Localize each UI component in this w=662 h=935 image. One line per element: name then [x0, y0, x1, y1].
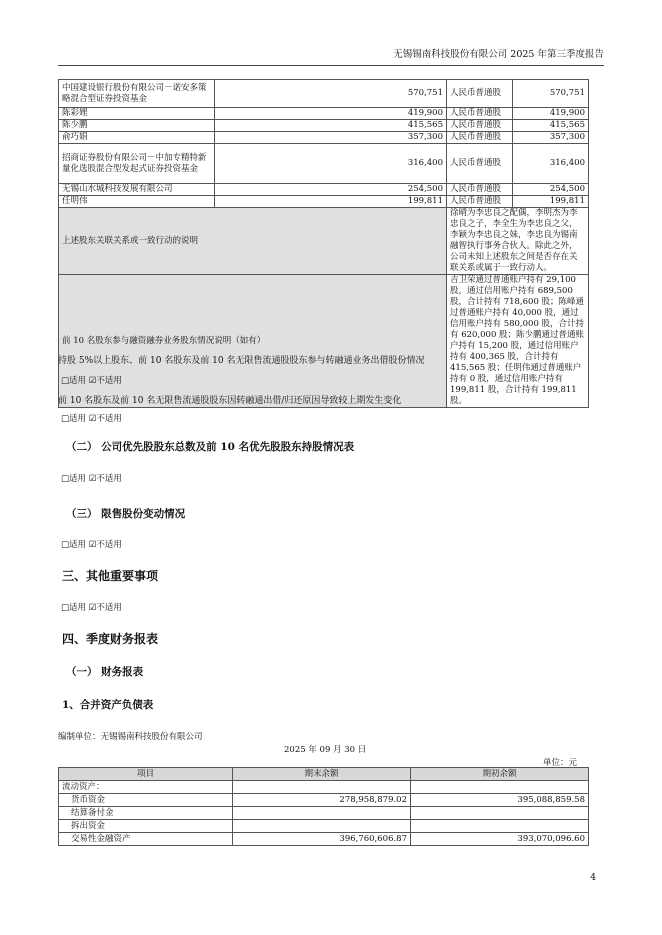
begin-balance	[411, 781, 589, 794]
margin-trading-text: 吉卫荣通过普通账户持有 29,100 股，通过信用账户持有 689,500 股，合计持有 718,600 股；陈峰通过普通账户持有 40,000 股，通过信用账户持有 580,000 股，合计持有 620,000 股；陈少鹏通过普通账户持有 15,200 股，通过信用账户持有 400,365 股，合计持有 415,565 股；任明伟通过普通账户持有 0 股，通过信用账户持有 199,811 股，合计持有 199,811 股。	[447, 275, 589, 408]
line-item: 结算备付金	[59, 807, 233, 820]
line-item: 拆出资金	[59, 820, 233, 833]
shares-held: 415,565	[215, 120, 447, 132]
margin-trading-row	[59, 275, 589, 408]
share-type: 人民币普通股	[447, 80, 513, 108]
shares-held: 570,751	[215, 80, 447, 108]
share-quantity: 570,751	[513, 80, 589, 108]
lending-checkbox-status: □适用 ☑不适用	[61, 376, 122, 386]
balance-sheet-table	[58, 767, 589, 846]
shares-held: 357,300	[215, 132, 447, 144]
shareholder-name: 俞巧娟	[59, 132, 215, 144]
table-row	[59, 781, 589, 794]
related-parties-row	[59, 208, 589, 275]
table-row	[59, 184, 589, 196]
compiler: 编制单位：无锡锡南科技股份有限公司	[58, 732, 203, 742]
other-matters-heading: 三、其他重要事项	[62, 569, 159, 583]
shares-held: 254,500	[215, 184, 447, 196]
end-balance	[233, 820, 411, 833]
change-checkbox-status: □适用 ☑不适用	[61, 414, 122, 424]
share-quantity: 254,500	[513, 184, 589, 196]
related-parties-text: 徐晴为李忠良之配偶，李明杰为李忠良之子，李全生为李忠良之父，李颖为李忠良之妹，李忠良为锡南融智执行事务合伙人。除此之外，公司未知上述股东之间是否存在关联关系或属于一致行动人。	[447, 208, 589, 275]
table-row	[59, 794, 589, 807]
share-quantity: 415,565	[513, 120, 589, 132]
shareholder-name: 无锡山水城科技发展有限公司	[59, 184, 215, 196]
end-balance: 396,760,606.87	[233, 833, 411, 846]
table-row	[59, 144, 589, 184]
share-type: 人民币普通股	[447, 120, 513, 132]
share-quantity: 357,300	[513, 132, 589, 144]
table-row	[59, 120, 589, 132]
change-title: 前 10 名股东及前 10 名无限售流通股股东因转融通出借/归还原因导致较上期发生变化	[58, 396, 402, 406]
shareholder-name: 招商证券股份有限公司－中加专精特新量化选股混合型发起式证券投资基金	[59, 144, 215, 184]
header-item: 项目	[59, 768, 233, 781]
share-quantity: 316,400	[513, 144, 589, 184]
table-row	[59, 807, 589, 820]
related-parties-label: 上述股东关联关系或一致行动的说明	[59, 208, 447, 275]
header-begin-balance: 期初余额	[411, 768, 589, 781]
table-row	[59, 108, 589, 120]
header-end-balance: 期末余额	[233, 768, 411, 781]
share-type: 人民币普通股	[447, 144, 513, 184]
restricted-shares-heading: （三） 限售股份变动情况	[66, 508, 186, 520]
report-header	[58, 48, 604, 66]
margin-trading-label: 前 10 名股东参与融资融券业务股东情况说明（如有）	[59, 275, 447, 408]
page-number: 4	[590, 873, 596, 883]
balance-sheet-heading: 1、合并资产负债表	[62, 699, 154, 711]
end-balance: 278,958,879.02	[233, 794, 411, 807]
share-type: 人民币普通股	[447, 196, 513, 208]
table-row	[59, 132, 589, 144]
table-row	[59, 80, 589, 108]
preferred-shares-checkbox-status: □适用 ☑不适用	[61, 474, 122, 484]
table-row	[59, 833, 589, 846]
shares-held: 199,811	[215, 196, 447, 208]
end-balance	[233, 781, 411, 794]
share-quantity: 419,900	[513, 108, 589, 120]
other-matters-checkbox-status: □适用 ☑不适用	[61, 603, 122, 613]
end-balance	[233, 807, 411, 820]
share-type: 人民币普通股	[447, 132, 513, 144]
table-header-row	[59, 768, 589, 781]
currency-unit: 单位：元	[543, 758, 578, 768]
shares-held: 419,900	[215, 108, 447, 120]
table-row	[59, 820, 589, 833]
shareholder-name: 陈少鹏	[59, 120, 215, 132]
report-title: 无锡锡南科技股份有限公司 2025 年第三季度报告	[393, 49, 604, 60]
shareholder-name: 任明伟	[59, 196, 215, 208]
share-type: 人民币普通股	[447, 108, 513, 120]
share-type: 人民币普通股	[447, 184, 513, 196]
begin-balance: 393,070,096.60	[411, 833, 589, 846]
financial-statements-subheading: （一） 财务报表	[66, 666, 144, 678]
begin-balance	[411, 807, 589, 820]
report-date: 2025 年 09 月 30 日	[284, 745, 367, 755]
restricted-shares-checkbox-status: □适用 ☑不适用	[61, 540, 122, 550]
line-item: 交易性金融资产	[59, 833, 233, 846]
shareholder-name: 陈彩娌	[59, 108, 215, 120]
share-quantity: 199,811	[513, 196, 589, 208]
begin-balance	[411, 820, 589, 833]
line-item: 货币资金	[59, 794, 233, 807]
line-item: 流动资产：	[59, 781, 233, 794]
preferred-shares-heading: （二） 公司优先股股东总数及前 10 名优先股股东持股情况表	[66, 441, 355, 453]
begin-balance: 395,088,859.58	[411, 794, 589, 807]
shares-held: 316,400	[215, 144, 447, 184]
lending-title: 持股 5%以上股东、前 10 名股东及前 10 名无限售流通股股东参与转融通业务出借股份情况	[58, 356, 425, 366]
shareholder-name: 中国建设银行股份有限公司－诺安多策略混合型证券投资基金	[59, 80, 215, 108]
table-row	[59, 196, 589, 208]
financial-statements-heading: 四、季度财务报表	[62, 632, 159, 646]
